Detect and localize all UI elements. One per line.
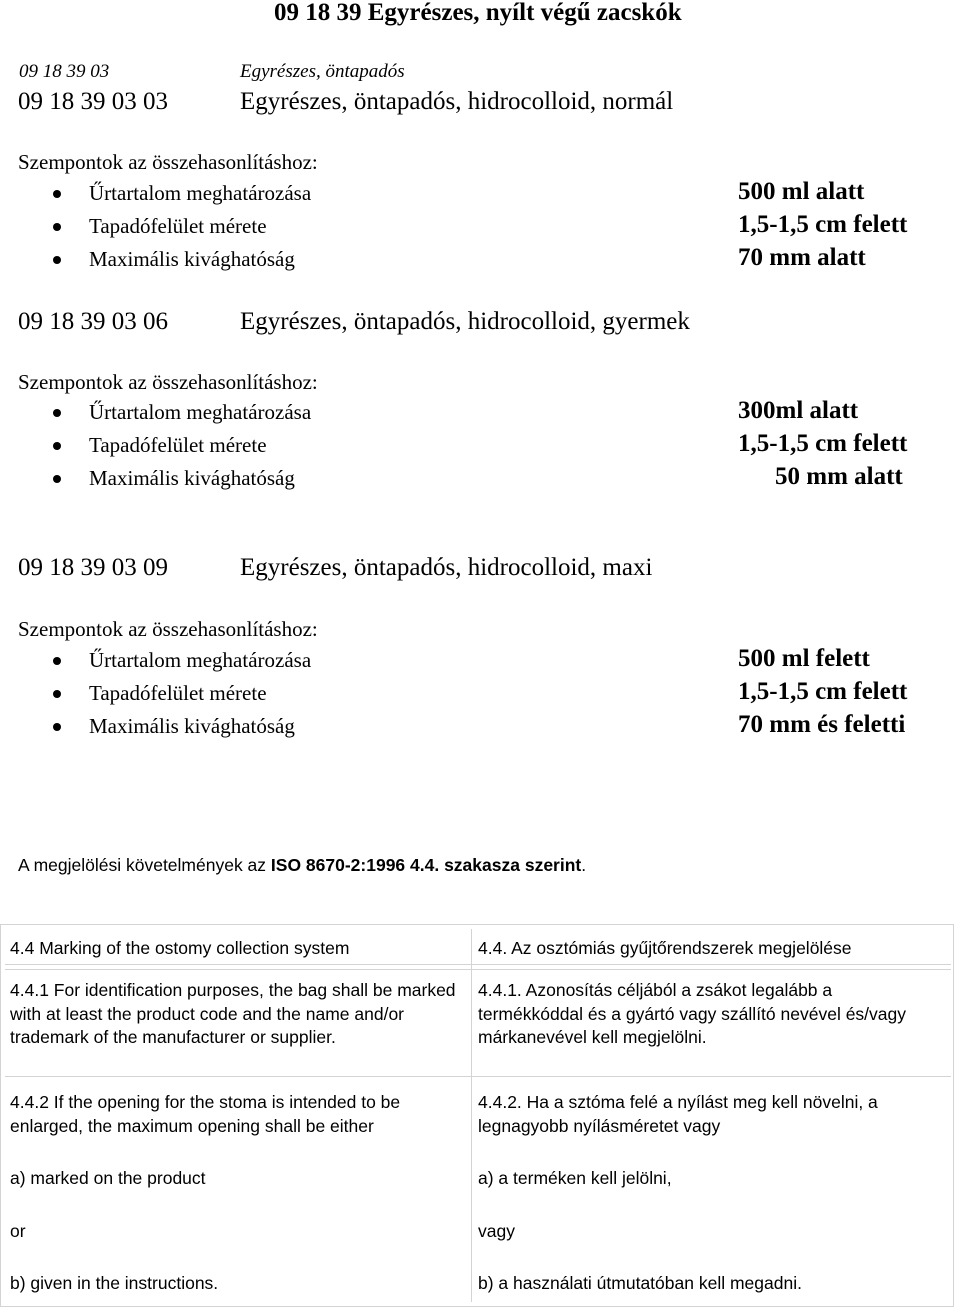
option-a-en: a) marked on the product [10, 1168, 206, 1188]
note-suffix: . [581, 855, 587, 875]
clause-4-4-2-hu: 4.4.2. Ha a sztóma felé a nyílást meg kell növelni, a legnagyobb nyílásméretet vagy [478, 1092, 878, 1136]
criterion-item [53, 647, 311, 673]
table-divider [5, 964, 951, 965]
criterion-item [53, 680, 267, 706]
criterion-value: 70 mm alatt [738, 244, 866, 271]
criterion-value: 50 mm alatt [775, 463, 903, 490]
criteria-heading: Szempontok az összehasonlításhoz: [18, 150, 318, 174]
criterion-item [53, 713, 295, 739]
criterion-label: Maximális kivághatóság [89, 247, 295, 271]
marking-requirements-note [18, 854, 586, 876]
criteria-heading: Szempontok az összehasonlításhoz: [18, 617, 318, 641]
table-divider [5, 969, 951, 970]
bullet-icon [53, 475, 61, 483]
criterion-item [53, 213, 267, 239]
note-prefix: A megjelölési követelmények az [18, 855, 271, 875]
bullet-icon [53, 442, 61, 450]
criterion-value: 500 ml felett [738, 645, 870, 672]
bullet-icon [53, 690, 61, 698]
bullet-icon [53, 256, 61, 264]
product-code: 09 18 39 03 06 [18, 308, 168, 335]
criterion-value: 1,5-1,5 cm felett [738, 211, 908, 238]
or-en: or [10, 1221, 26, 1241]
criterion-value: 70 mm és feletti [738, 711, 906, 738]
criterion-label: Űrtartalom meghatározása [89, 400, 312, 424]
criterion-label: Maximális kivághatóság [89, 714, 295, 738]
criterion-item [53, 465, 295, 491]
criterion-item [53, 432, 267, 458]
criterion-label: Tapadófelület mérete [89, 681, 267, 705]
criterion-label: Űrtartalom meghatározása [89, 648, 312, 672]
product-code: 09 18 39 03 09 [18, 554, 168, 581]
criterion-label: Maximális kivághatóság [89, 466, 295, 490]
header-en: 4.4 Marking of the ostomy collection system [10, 938, 350, 958]
product-name: Egyrészes, öntapadós, hidrocolloid, maxi [240, 554, 653, 581]
criterion-value: 300ml alatt [738, 397, 859, 424]
category-code: 09 18 39 03 [19, 61, 110, 82]
bullet-icon [53, 409, 61, 417]
note-standard-reference: ISO 8670-2:1996 4.4. szakasza szerint [270, 855, 582, 875]
criterion-value: 1,5-1,5 cm felett [738, 678, 908, 705]
header-hu: 4.4. Az osztómiás gyűjtőrendszerek megjelölése [478, 938, 852, 958]
bullet-icon [53, 190, 61, 198]
option-b-hu: b) a használati útmutatóban kell megadni. [478, 1273, 802, 1293]
page-title: 09 18 39 Egyrészes, nyílt végű zacskók [274, 0, 682, 26]
criterion-item [53, 246, 295, 272]
option-b-en: b) given in the instructions. [10, 1273, 219, 1293]
bullet-icon [53, 723, 61, 731]
clause-4-4-1-hu: 4.4.1. Azonosítás céljából a zsákot legalább a termékkóddal és a gyártó vagy szállító nevével és/vagy márkanevével kell megjelölni. [478, 980, 906, 1047]
product-code: 09 18 39 03 03 [18, 88, 168, 115]
criterion-item [53, 399, 311, 425]
bilingual-standard-table [0, 924, 954, 1307]
criterion-label: Űrtartalom meghatározása [89, 181, 312, 205]
clause-4-4-1-en: 4.4.1 For identification purposes, the bag shall be marked with at least the product code and the name and/or trademark of the manufacturer or supplier. [10, 980, 456, 1047]
criteria-heading: Szempontok az összehasonlításhoz: [18, 370, 318, 394]
product-name: Egyrészes, öntapadós, hidrocolloid, normál [240, 88, 674, 115]
option-a-hu: a) a terméken kell jelölni, [478, 1168, 672, 1188]
product-name: Egyrészes, öntapadós, hidrocolloid, gyermek [240, 308, 690, 335]
or-hu: vagy [478, 1221, 515, 1241]
clause-4-4-2-en: 4.4.2 If the opening for the stoma is intended to be enlarged, the maximum opening shall be either [10, 1092, 401, 1136]
category-name: Egyrészes, öntapadós [240, 61, 405, 82]
bullet-icon [53, 223, 61, 231]
table-divider [5, 1076, 951, 1077]
bullet-icon [53, 657, 61, 665]
criterion-label: Tapadófelület mérete [89, 214, 267, 238]
criterion-item [53, 180, 311, 206]
criterion-value: 500 ml alatt [738, 178, 865, 205]
criterion-label: Tapadófelület mérete [89, 433, 267, 457]
criterion-value: 1,5-1,5 cm felett [738, 430, 908, 457]
